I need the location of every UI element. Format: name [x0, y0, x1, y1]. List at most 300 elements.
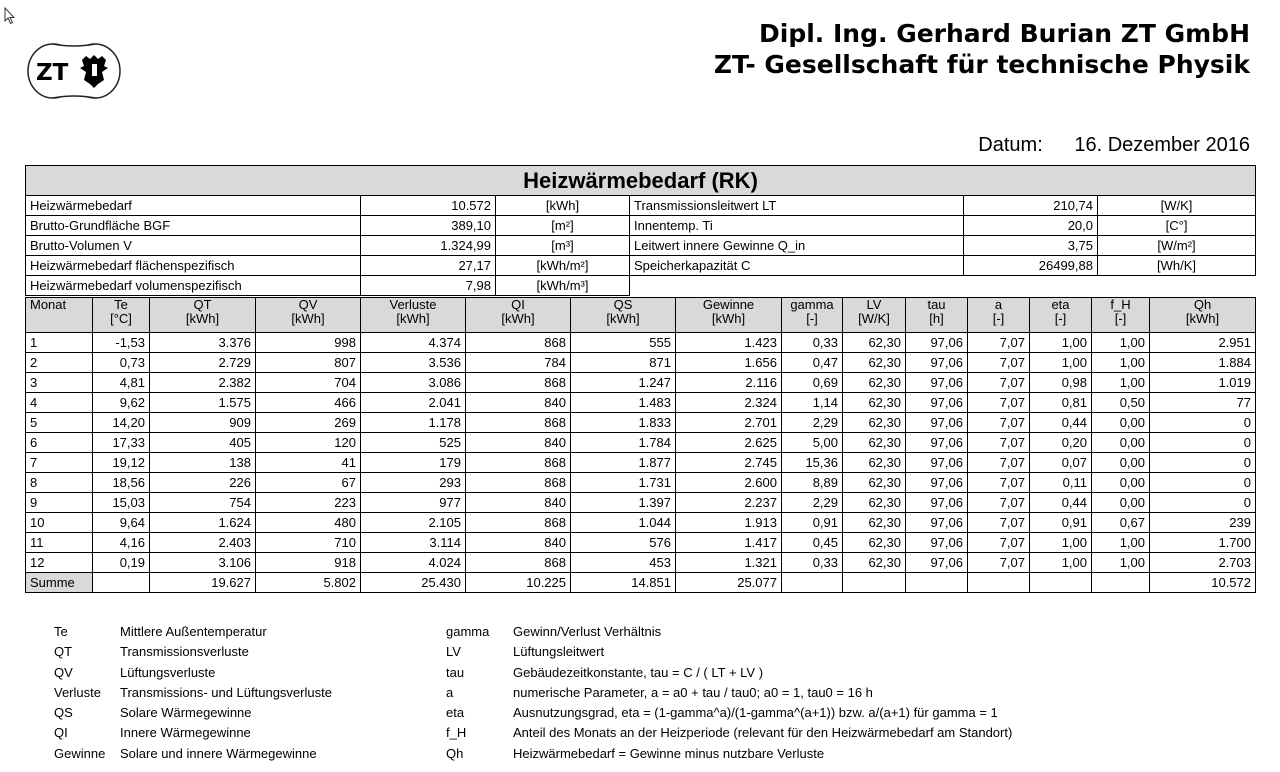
table-cell: 7,07 [968, 453, 1030, 473]
summary-label: Heizwärmebedarf flächenspezifisch [26, 256, 361, 276]
table-cell: 868 [466, 513, 571, 533]
table-cell: 2.951 [1150, 333, 1256, 353]
table-cell: 0,73 [93, 353, 150, 373]
table-cell: 0,98 [1030, 373, 1092, 393]
table-cell: 97,06 [906, 413, 968, 433]
table-cell: 5,00 [782, 433, 843, 453]
column-header [782, 298, 843, 333]
summary-value: 10.572 [361, 196, 496, 216]
legend-key: Gewinne [54, 745, 106, 761]
column-header [1092, 298, 1150, 333]
table-row [26, 393, 1256, 413]
column-header [676, 298, 782, 333]
table-cell: 0,00 [1092, 433, 1150, 453]
table-cell: 4 [26, 393, 93, 413]
table-cell: 1,00 [1030, 533, 1092, 553]
summary-value: 7,98 [361, 276, 496, 296]
table-cell: 0,69 [782, 373, 843, 393]
table-row [26, 513, 1256, 533]
legend-item [446, 663, 1012, 683]
legend-description: Gewinn/Verlust Verhältnis [513, 624, 662, 639]
table-cell: 2.701 [676, 413, 782, 433]
summary-row [26, 236, 1256, 256]
company-header [714, 18, 1250, 80]
table-cell: 10.572 [1150, 573, 1256, 593]
table-cell: 1,00 [1092, 373, 1150, 393]
summary-row [26, 276, 1256, 296]
table-cell: 239 [1150, 513, 1256, 533]
column-header-unit: [-] [1114, 311, 1127, 326]
summary-value: 389,10 [361, 216, 496, 236]
table-cell: 12 [26, 553, 93, 573]
table-cell: 0,67 [1092, 513, 1150, 533]
legend-description: Ausnutzungsgrad, eta = (1-gamma^a)/(1-gamma^(a+1)) bzw. a/(a+1) für gamma = 1 [513, 705, 998, 721]
table-cell: 4.024 [361, 553, 466, 573]
table-cell: 9,64 [93, 513, 150, 533]
table-row [26, 433, 1256, 453]
table-cell: 405 [150, 433, 256, 453]
column-header [1150, 298, 1256, 333]
table-cell: 868 [466, 373, 571, 393]
table-cell: 909 [150, 413, 256, 433]
summary-row [26, 216, 1256, 236]
summary-unit: [kWh/m³] [496, 276, 630, 296]
legend-description: Lüftungsverluste [120, 664, 216, 680]
column-header-unit: [kWh] [291, 311, 325, 326]
summary-unit: [W/m²] [1098, 236, 1256, 256]
legend-key: a [446, 684, 454, 700]
table-cell: 2.324 [676, 393, 782, 413]
table-cell: 576 [571, 533, 676, 553]
date-row [978, 134, 1250, 157]
table-cell: 2.703 [1150, 553, 1256, 573]
table-cell: 97,06 [906, 333, 968, 353]
column-header [1030, 298, 1092, 333]
table-cell: 97,06 [906, 513, 968, 533]
summary-value: 3,75 [964, 236, 1098, 256]
table-cell: 120 [256, 433, 361, 453]
legend-item [54, 723, 332, 743]
table-cell: 67 [256, 473, 361, 493]
table-cell: 1,00 [1092, 533, 1150, 553]
table-cell: 41 [256, 453, 361, 473]
table-cell: 1.731 [571, 473, 676, 493]
table-cell: 2.625 [676, 433, 782, 453]
table-cell: 710 [256, 533, 361, 553]
summary-unit: [m²] [496, 216, 630, 236]
table-cell: 5.802 [256, 573, 361, 593]
legend-item [446, 683, 1012, 703]
table-cell: 7,07 [968, 493, 1030, 513]
column-header-name: QS [613, 297, 633, 312]
table-cell: 62,30 [843, 453, 906, 473]
table-cell: 4,16 [93, 533, 150, 553]
table-cell: 840 [466, 433, 571, 453]
table-cell: 8,89 [782, 473, 843, 493]
table-cell: 868 [466, 333, 571, 353]
summary-row [26, 256, 1256, 276]
table-cell: 1,00 [1030, 553, 1092, 573]
table-cell: 1,00 [1092, 333, 1150, 353]
table-cell: 25.430 [361, 573, 466, 593]
legend-item [446, 723, 1012, 743]
table-cell: 62,30 [843, 333, 906, 353]
table-cell: 14.851 [571, 573, 676, 593]
table-cell: 62,30 [843, 373, 906, 393]
table-cell: 7,07 [968, 553, 1030, 573]
monthly-table [25, 297, 1256, 593]
table-cell: 9,62 [93, 393, 150, 413]
table-cell: 97,06 [906, 473, 968, 493]
column-header-name: QI [511, 297, 525, 312]
table-cell: 10.225 [466, 573, 571, 593]
table-cell: 15,36 [782, 453, 843, 473]
table-cell: 1.178 [361, 413, 466, 433]
table-cell: 784 [466, 353, 571, 373]
table-cell: Summe [26, 573, 93, 593]
table-row [26, 493, 1256, 513]
table-cell: 223 [256, 493, 361, 513]
legend-description: Mittlere Außentemperatur [120, 624, 267, 639]
table-cell: 1,14 [782, 393, 843, 413]
table-cell: 1,00 [1030, 333, 1092, 353]
summary-unit: [C°] [1098, 216, 1256, 236]
table-cell: 3.086 [361, 373, 466, 393]
summary-value: 20,0 [964, 216, 1098, 236]
table-cell: 7,07 [968, 353, 1030, 373]
table-cell: 0,44 [1030, 413, 1092, 433]
table-cell: 1 [26, 333, 93, 353]
legend-description: Transmissions- und Lüftungsverluste [120, 684, 332, 700]
table-cell: 17,33 [93, 433, 150, 453]
table-cell: 2.729 [150, 353, 256, 373]
legend-description: Innere Wärmegewinne [120, 725, 251, 741]
summary-empty-cell [630, 276, 1256, 296]
table-cell: 840 [466, 493, 571, 513]
table-cell: 7,07 [968, 513, 1030, 533]
table-cell: 453 [571, 553, 676, 573]
table-cell: 1.884 [1150, 353, 1256, 373]
table-cell: 0 [1150, 433, 1256, 453]
table-cell: 1,00 [1030, 353, 1092, 373]
table-cell: 1.397 [571, 493, 676, 513]
table-cell: 2 [26, 353, 93, 373]
company-name: Dipl. Ing. Gerhard Burian ZT GmbH [759, 19, 1250, 48]
summary-unit: [kWh] [496, 196, 630, 216]
svg-text:ZT: ZT [36, 60, 69, 86]
column-header [968, 298, 1030, 333]
table-cell: 0 [1150, 493, 1256, 513]
table-cell: 0,20 [1030, 433, 1092, 453]
legend-item [54, 622, 332, 642]
column-header-name: Te [114, 297, 128, 312]
column-header-unit: [-] [1054, 311, 1067, 326]
table-cell: 525 [361, 433, 466, 453]
table-cell: 18,56 [93, 473, 150, 493]
table-cell: 2.105 [361, 513, 466, 533]
legend-key: QT [54, 644, 73, 660]
table-cell: 62,30 [843, 393, 906, 413]
summary-label: Heizwärmebedarf volumenspezifisch [26, 276, 361, 296]
legend-item [54, 703, 332, 723]
summary-unit: [m³] [496, 236, 630, 256]
column-header [843, 298, 906, 333]
table-cell: 4.374 [361, 333, 466, 353]
table-cell: 1.019 [1150, 373, 1256, 393]
table-cell: 97,06 [906, 433, 968, 453]
table-cell: 1.833 [571, 413, 676, 433]
table-cell: 1.656 [676, 353, 782, 373]
table-cell: 868 [466, 453, 571, 473]
summary-unit: [Wh/K] [1098, 256, 1256, 276]
monthly-header-row [26, 298, 1256, 333]
legend-key: Te [54, 624, 68, 639]
legend-left [54, 622, 332, 764]
column-header-name: tau [927, 297, 946, 312]
table-cell: 0,91 [782, 513, 843, 533]
date-value: 16. Dezember 2016 [1074, 134, 1250, 156]
table-cell: 62,30 [843, 433, 906, 453]
table-cell: 466 [256, 393, 361, 413]
table-cell: 868 [466, 553, 571, 573]
table-cell: 555 [571, 333, 676, 353]
table-cell: 0,91 [1030, 513, 1092, 533]
table-cell: 840 [466, 533, 571, 553]
summary-value: 210,74 [964, 196, 1098, 216]
table-cell: 2.600 [676, 473, 782, 493]
column-header-name: Gewinne [702, 297, 755, 312]
table-cell: 0,33 [782, 333, 843, 353]
table-cell: 7,07 [968, 393, 1030, 413]
table-cell: 7,07 [968, 333, 1030, 353]
column-header [150, 298, 256, 333]
company-subtitle: ZT- Gesellschaft für technische Physik [713, 50, 1250, 79]
column-header-name: Verluste [389, 297, 437, 312]
table-cell: 7,07 [968, 473, 1030, 493]
table-cell: 138 [150, 453, 256, 473]
summary-table [25, 165, 1256, 296]
table-cell: 3.536 [361, 353, 466, 373]
table-cell: 19.627 [150, 573, 256, 593]
column-header [571, 298, 676, 333]
column-header-unit: [kWh] [711, 311, 746, 326]
table-cell: 97,06 [906, 373, 968, 393]
table-cell: 179 [361, 453, 466, 473]
legend-right [446, 622, 1012, 764]
table-cell: 1.575 [150, 393, 256, 413]
table-cell: 97,06 [906, 553, 968, 573]
table-cell: 62,30 [843, 413, 906, 433]
legend-description: Transmissionsverluste [120, 644, 249, 660]
table-cell: 0,00 [1092, 473, 1150, 493]
table-cell: 1.417 [676, 533, 782, 553]
table-cell: 3.106 [150, 553, 256, 573]
table-cell: 0,33 [782, 553, 843, 573]
legend-item [446, 703, 1012, 723]
legend-key: Qh [446, 745, 464, 761]
table-row [26, 533, 1256, 553]
table-cell: 0,19 [93, 553, 150, 573]
table-cell [1030, 573, 1092, 593]
legend-key: eta [446, 705, 465, 721]
table-cell: 0,44 [1030, 493, 1092, 513]
table-cell: 19,12 [93, 453, 150, 473]
table-cell: 2,29 [782, 493, 843, 513]
table-cell: 1,00 [1092, 553, 1150, 573]
summary-label: Brutto-Volumen V [26, 236, 361, 256]
table-row [26, 553, 1256, 573]
table-cell: 1.913 [676, 513, 782, 533]
summary-unit: [W/K] [1098, 196, 1256, 216]
summary-label: Brutto-Grundfläche BGF [26, 216, 361, 236]
column-header-name: a [994, 297, 1003, 312]
legend-key: QS [54, 705, 73, 721]
table-cell: 0 [1150, 413, 1256, 433]
legend-item [446, 642, 1012, 662]
table-cell: 1.700 [1150, 533, 1256, 553]
column-header-unit: [kWh] [1185, 311, 1220, 326]
table-cell: 4,81 [93, 373, 150, 393]
table-cell: 7 [26, 453, 93, 473]
table-cell: 2.745 [676, 453, 782, 473]
summary-label: Leitwert innere Gewinne Q_in [630, 236, 964, 256]
table-cell: 871 [571, 353, 676, 373]
legend-key: LV [446, 644, 461, 660]
table-cell: 9 [26, 493, 93, 513]
table-cell: 3.114 [361, 533, 466, 553]
summary-label: Transmissionsleitwert LT [630, 196, 964, 216]
table-cell: 0 [1150, 453, 1256, 473]
legend-item [54, 683, 332, 703]
legend-description: Solare und innere Wärmegewinne [120, 745, 317, 761]
table-cell: 7,07 [968, 373, 1030, 393]
table-cell: 1,00 [1092, 353, 1150, 373]
summary-row [26, 196, 1256, 216]
column-header-name: QV [298, 297, 318, 312]
legend-description: numerische Parameter, a = a0 + tau / tau0; a0 = 1, tau0 = 16 h [513, 684, 873, 700]
column-header [906, 298, 968, 333]
date-label: Datum: [978, 134, 1043, 156]
table-cell: 269 [256, 413, 361, 433]
table-cell [782, 573, 843, 593]
table-cell: 0 [1150, 473, 1256, 493]
legend-key: tau [446, 664, 465, 680]
summary-value: 27,17 [361, 256, 496, 276]
table-cell: 97,06 [906, 493, 968, 513]
table-cell: 25.077 [676, 573, 782, 593]
table-cell: 807 [256, 353, 361, 373]
legend-key: gamma [446, 624, 490, 639]
legend-item [54, 663, 332, 683]
table-cell: 77 [1150, 393, 1256, 413]
table-cell [843, 573, 906, 593]
table-cell: 918 [256, 553, 361, 573]
table-cell: 15,03 [93, 493, 150, 513]
table-cell: 0,00 [1092, 493, 1150, 513]
table-cell: 0,11 [1030, 473, 1092, 493]
table-row [26, 453, 1256, 473]
column-header-unit: [h] [929, 311, 944, 326]
table-cell: 998 [256, 333, 361, 353]
legend-item [54, 744, 332, 764]
legend-item [446, 622, 1012, 642]
legend-item [54, 642, 332, 662]
column-header-unit: [-] [806, 311, 818, 326]
column-header-unit: [°C] [110, 311, 132, 326]
table-cell: 868 [466, 473, 571, 493]
table-cell: 1.321 [676, 553, 782, 573]
legend-description: Heizwärmebedarf = Gewinne minus nutzbare Verluste [513, 745, 825, 761]
legend-key: QI [54, 725, 68, 741]
table-cell [968, 573, 1030, 593]
legend-description: Solare Wärmegewinne [120, 705, 252, 721]
table-cell: -1,53 [93, 333, 150, 353]
legend-key: Verluste [54, 684, 101, 700]
table-cell: 62,30 [843, 473, 906, 493]
table-cell: 1.423 [676, 333, 782, 353]
table-cell: 7,07 [968, 413, 1030, 433]
table-row [26, 473, 1256, 493]
table-cell: 7,07 [968, 533, 1030, 553]
table-cell: 1.877 [571, 453, 676, 473]
table-cell: 2,29 [782, 413, 843, 433]
column-header-unit: [W/K] [858, 311, 890, 326]
column-header-unit: [kWh] [606, 311, 640, 326]
table-cell: 293 [361, 473, 466, 493]
summary-value: 1.324,99 [361, 236, 496, 256]
table-cell: 2.403 [150, 533, 256, 553]
summary-value: 26499,88 [964, 256, 1098, 276]
table-cell: 11 [26, 533, 93, 553]
table-cell: 97,06 [906, 393, 968, 413]
table-cell: 2.237 [676, 493, 782, 513]
table-cell: 0,81 [1030, 393, 1092, 413]
legend-description: Anteil des Monats an der Heizperiode (relevant für den Heizwärmebedarf am Standort) [513, 725, 1013, 741]
table-cell: 0,00 [1092, 413, 1150, 433]
table-row [26, 413, 1256, 433]
legend-description: Gebäudezeitkonstante, tau = C / ( LT + LV ) [513, 664, 764, 680]
column-header-name: gamma [790, 297, 834, 312]
table-cell: 480 [256, 513, 361, 533]
table-cell: 8 [26, 473, 93, 493]
legend-item [446, 744, 1012, 764]
zt-logo [26, 42, 122, 100]
column-header [26, 298, 93, 333]
table-cell: 1.247 [571, 373, 676, 393]
table-cell: 62,30 [843, 353, 906, 373]
table-row [26, 373, 1256, 393]
column-header [361, 298, 466, 333]
table-cell: 1.624 [150, 513, 256, 533]
table-cell: 7,07 [968, 433, 1030, 453]
table-cell: 62,30 [843, 553, 906, 573]
legend-key: QV [54, 664, 73, 680]
table-cell: 62,30 [843, 533, 906, 553]
table-cell: 14,20 [93, 413, 150, 433]
summary-unit: [kWh/m²] [496, 256, 630, 276]
table-cell: 62,30 [843, 493, 906, 513]
mouse-cursor-icon [4, 7, 16, 25]
table-cell: 3.376 [150, 333, 256, 353]
column-header [466, 298, 571, 333]
table-cell: 0,47 [782, 353, 843, 373]
legend-description: Lüftungsleitwert [513, 644, 605, 660]
summary-label: Innentemp. Ti [630, 216, 964, 236]
summary-label: Speicherkapazität C [630, 256, 964, 276]
table-cell: 2.382 [150, 373, 256, 393]
column-header-name: Qh [1193, 297, 1212, 312]
table-cell: 704 [256, 373, 361, 393]
